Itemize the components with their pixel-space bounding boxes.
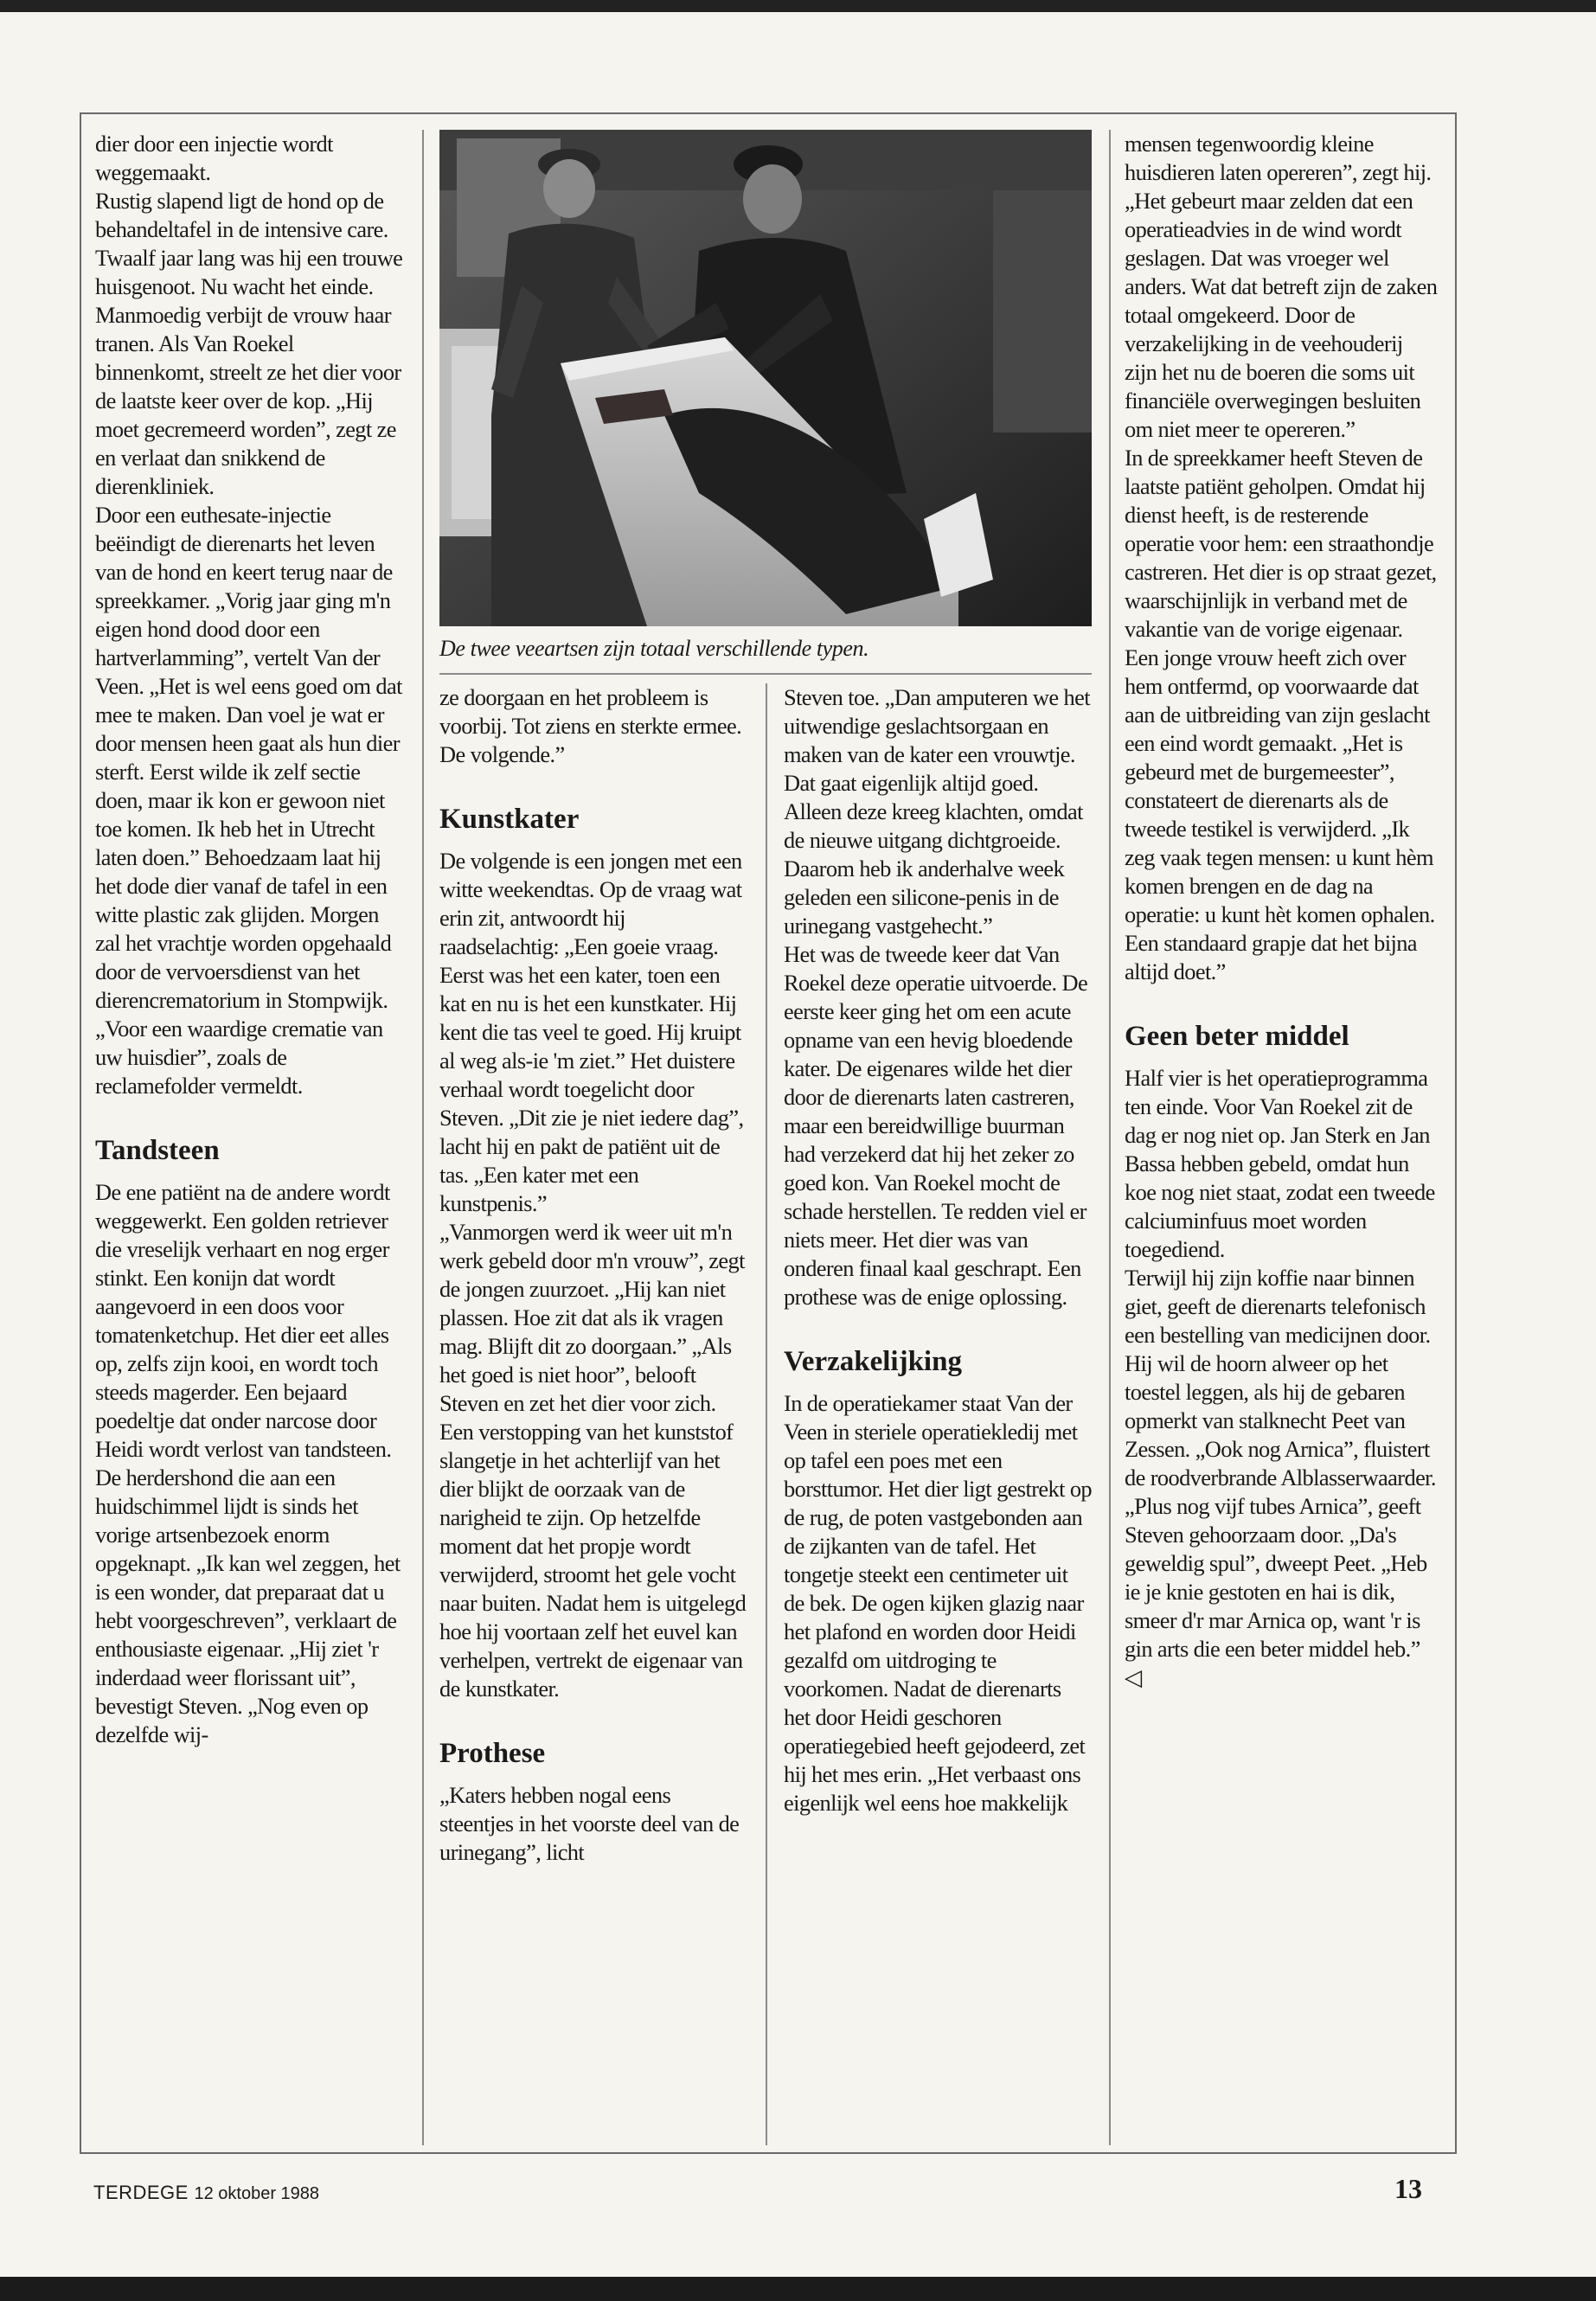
article-paragraph: Half vier is het operatieprogramma ten einde. Voor Van Roekel zit de dag er nog niet op. Jan Sterk en Jan Bassa hebben gebeld, omdat hun koe nog niet staat, zodat een tweede calciuminfuus moet worden toegediend. bbox=[1125, 1065, 1435, 1262]
article-paragraph: Terwijl hij zijn koffie naar binnen giet, geeft de dierenarts telefonisch een bestelling van medicijnen door. Hij wil de hoorn alweer op het toestel leggen, als hij de gebaren opmerkt van stalknecht Peet van Zessen. „Ook nog Arnica”, fluistert de roodverbrande Alblasserwaarder. „Plus nog vijf tubes Arnica”, geeft Steven gehoorzaam door. „Da's geweldig spul”, dweept Peet. „Heb ie je knie gestoten en hai is dik, smeer d'r mar Arnica op, want 'r is gin arts die een beter middel heb.” ◁ bbox=[1125, 1265, 1436, 1690]
article-paragraph: In de operatiekamer staat Van der Veen in steriele operatiekledij met op tafel een poes met een borsttumor. Het dier ligt gestrekt op de rug, de poten vastgebonden aan de zijkanten van de tafel. Het tongetje steekt een centimeter uit de bek. De ogen kijken glazig naar het plafond en worden door Heidi gezalfd om uitdroging te voorkomen. Nadat de dierenarts het door Heidi geschoren operatiegebied heeft gejodeerd, zet hij het mes erin. „Het verbaast ons eigenlijk wel eens hoe makkelijk bbox=[784, 1390, 1092, 1816]
bottom-border-bar bbox=[0, 2277, 1596, 2301]
column-rule-3 bbox=[1109, 130, 1111, 2145]
section-heading: Prothese bbox=[439, 1738, 546, 1769]
article-paragraph: Door een euthesate-injectie beëindigt de dierenarts het leven van de hond en keert terug naar de spreekkamer. „Vorig jaar ging m'n eigen hond dood door een hartverlamming”, vertelt Van der Veen. „Het is wel eens goed om dat mee te maken. Dan voel je wat er door mensen heen gaat als hun dier sterft. Eerst wilde ik zelf sectie doen, maar ik kon er gewoon niet toe komen. Ik heb het in Utrecht laten doen.” Behoedzaam laat hij het dode dier vanaf de tafel in een witte plastic zak glijden. Morgen zal het vrachtje worden opgehaald door de vervoersdienst van het dierencrematorium in Stompwijk. „Voor een waardige crematie van uw huisdier”, zoals de reclamefolder vermeldt. bbox=[95, 502, 402, 1099]
top-border-bar bbox=[0, 0, 1596, 12]
article-paragraph: De herdershond die aan een huidschimmel lijdt is sinds het vorige artsenbezoek enorm opgeknapt. „Ik kan wel zeggen, het is een wonder, dat preparaat dat u hebt voorgeschreven”, verklaart de enthousiaste eigenaar. „Hij ziet 'r inderdaad weer florissant uit”, bevestigt Steven. „Nog even op dezelfde wij- bbox=[95, 1465, 401, 1747]
article-paragraph: De ene patiënt na de andere wordt weggewerkt. Een golden retriever die vreselijk verhaart en nog erger stinkt. Een konijn dat wordt aangevoerd in een doos voor tomatenketchup. Het dier eet alles op, zelfs zijn kooi, en wordt toch steeds magerder. Een bejaard poedeltje dat onder narcose door Heidi wordt verlost van tandsteen. bbox=[95, 1179, 392, 1462]
section-heading: Kunstkater bbox=[439, 804, 580, 835]
column-rule-1 bbox=[422, 130, 424, 2145]
article-column-1 bbox=[95, 130, 407, 2145]
article-paragraph: Het was de tweede keer dat Van Roekel deze operatie uitvoerde. De eerste keer ging het om een acute opname van een hevig bloedende kater. De eigenares wilde het dier door de dierenarts laten castreren, maar een bereidwillige buurman had verzekerd dat hij het zeker zo goed kon. Van Roekel mocht de schade herstellen. Te redden viel er niets meer. Het dier was van onderen finaal kaal geschrapt. Een prothese was de enige oplossing. bbox=[784, 941, 1088, 1310]
article-paragraph: In de spreekkamer heeft Steven de laatste patiënt geholpen. Omdat hij dienst heeft, is de resterende operatie voor hem: een straathondje castreren. Het dier is op straat gezet, waarschijnlijk in verband met de vakantie van de vorige eigenaar. Een jonge vrouw heeft zich over hem ontfermd, op voorwaarde dat aan de uitbreiding van zijn geslacht een eind wordt gemaakt. „Het is gebeurd met de burgemeester”, constateert de dierenarts als de tweede testikel is verwijderd. „Ik zeg vaak tegen mensen: u kunt hèm komen brengen en de dag na operatie: u kunt hèt komen ophalen. Een standaard grapje dat het bijna altijd doet.” bbox=[1125, 445, 1437, 984]
article-paragraph: De volgende is een jongen met een witte weekendtas. Op de vraag wat erin zit, antwoordt hij raadselachtig: „Een goeie vraag. Eerst was het een kater, toen een kat en nu is het een kunstkater. Hij kent die tas veel te goed. Hij kruipt al weg als-ie 'm ziet.” Het duistere verhaal wordt toegelicht door Steven. „Dit zie je niet iedere dag”, lacht hij en pakt de patiënt uit de tas. „Een kater met een kunstpenis.” bbox=[439, 848, 744, 1216]
photo-caption: De twee veeartsen zijn totaal verschillende typen. bbox=[439, 636, 869, 661]
article-paragraph: dier door een injectie wordt weggemaakt. bbox=[95, 131, 333, 185]
issue-date: 12 oktober 1988 bbox=[194, 2184, 320, 2203]
article-paragraph: mensen tegenwoordig kleine huisdieren laten opereren”, zegt hij. „Het gebeurt maar zelden dat een operatieadvies in de wind wordt geslagen. Dat was vroeger wel anders. Wat dat betreft zijn de zaken totaal omgekeerd. Door de verzakelijking in de veehouderij zijn het nu de boeren die soms uit financiële overwegingen besluiten om niet meer te opereren.” bbox=[1125, 131, 1438, 442]
magazine-name: TERDEGE bbox=[93, 2182, 189, 2203]
section-heading: Verzakelijking bbox=[784, 1346, 962, 1377]
section-heading: Tandsteen bbox=[95, 1135, 220, 1166]
article-paragraph: Steven toe. „Dan amputeren we het uitwendige geslachtsorgaan en maken van de kater een vrouwtje. Dat gaat eigenlijk altijd goed. Alleen deze kreeg klachten, omdat de nieuwe uitgang dichtgroeide. Daarom heb ik anderhalve week geleden een silicone-penis in de urinegang vastgehecht.” bbox=[784, 684, 1090, 939]
article-photo bbox=[439, 130, 1092, 626]
section-heading: Geen beter middel bbox=[1125, 1021, 1349, 1052]
article-column-2 bbox=[439, 683, 748, 2145]
caption-rule bbox=[439, 673, 1092, 675]
article-column-3 bbox=[784, 683, 1092, 2145]
article-paragraph: „Katers hebben nogal eens steentjes in het voorste deel van de urinegang”, licht bbox=[439, 1782, 740, 1865]
article-column-4 bbox=[1125, 130, 1439, 2145]
article-paragraph: Rustig slapend ligt de hond op de behandeltafel in de intensive care. Twaalf jaar lang was hij een trouwe huisgenoot. Nu wacht het einde. Manmoedig verbijt de vrouw haar tranen. Als Van Roekel binnenkomt, streelt ze het dier voor de laatste keer over de kop. „Hij moet gecremeerd worden”, zegt ze en verlaat dan snikkend de dierenkliniek. bbox=[95, 188, 403, 499]
column-rule-2 bbox=[766, 683, 767, 2145]
article-paragraph: „Vanmorgen werd ik weer uit m'n werk gebeld door m'n vrouw”, zegt de jongen zuurzoet. „Hij kan niet plassen. Hoe zit dat als ik vragen mag. Blijft dit zo doorgaan.” „Als het goed is niet hoor”, belooft Steven en zet het dier voor zich. Een verstopping van het kunststof slangetje in het achterlijf van het dier blijkt de oorzaak van de narigheid te zijn. Op hetzelfde moment dat het propje wordt verwijderd, stroomt het gele vocht naar buiten. Nadat hem is uitgelegd hoe hij voortaan zelf het euvel kan verhelpen, vertrekt de eigenaar van de kunstkater. bbox=[439, 1219, 747, 1702]
page-number: 13 bbox=[1394, 2173, 1422, 2204]
veterinarians-photo bbox=[439, 130, 1092, 626]
article-paragraph: ze doorgaan en het probleem is voorbij. Tot ziens en sterkte ermee. De volgende.” bbox=[439, 684, 742, 767]
footer-publication bbox=[93, 2182, 319, 2204]
